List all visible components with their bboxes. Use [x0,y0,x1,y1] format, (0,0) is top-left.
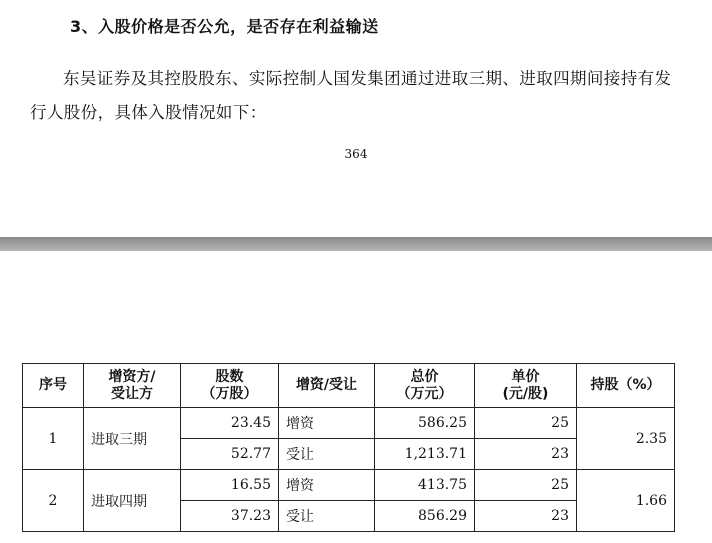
cell-shares: 16.55 [181,470,279,501]
cell-unit-price: 25 [475,470,577,501]
cell-unit-price: 23 [475,501,577,532]
header-seq-no: 序号 [23,364,84,408]
table-row [23,470,675,501]
header-method: 增资/受让 [279,364,375,408]
cell-method: 受让 [279,501,375,532]
cell-shares: 52.77 [181,439,279,470]
header-holding: 持股（%） [577,364,675,408]
cell-method: 增资 [279,408,375,439]
cell-total-price: 586.25 [375,408,475,439]
header-unit-price: 单价 (元/股) [475,364,577,408]
cell-unit-price: 25 [475,408,577,439]
cell-holding: 2.35 [577,408,675,470]
cell-total-price: 413.75 [375,470,475,501]
cell-shares: 23.45 [181,408,279,439]
cell-method: 增资 [279,470,375,501]
table-header-row [23,364,675,408]
cell-unit-price: 23 [475,439,577,470]
document-page-upper [0,0,712,237]
cell-investor: 进取三期 [84,408,181,470]
page-separator [0,237,712,251]
header-total-price: 总价 （万元） [375,364,475,408]
section-heading: 3、入股价格是否公允，是否存在利益输送 [70,17,379,36]
share-acquisition-table [22,363,675,532]
cell-method: 受让 [279,439,375,470]
cell-seq: 2 [23,470,84,532]
cell-total-price: 856.29 [375,501,475,532]
cell-shares: 37.23 [181,501,279,532]
cell-holding: 1.66 [577,470,675,532]
cell-seq: 1 [23,408,84,470]
body-paragraph: 东吴证券及其控股股东、实际控制人国发集团通过进取三期、进取四期间接持有发行人股份，具体入股情况如下： [30,69,672,122]
cell-total-price: 1,213.71 [375,439,475,470]
cell-investor: 进取四期 [84,470,181,532]
table-row [23,408,675,439]
page-number: 364 [344,147,368,161]
header-shares: 股数 （万股） [181,364,279,408]
header-investor: 增资方/ 受让方 [84,364,181,408]
